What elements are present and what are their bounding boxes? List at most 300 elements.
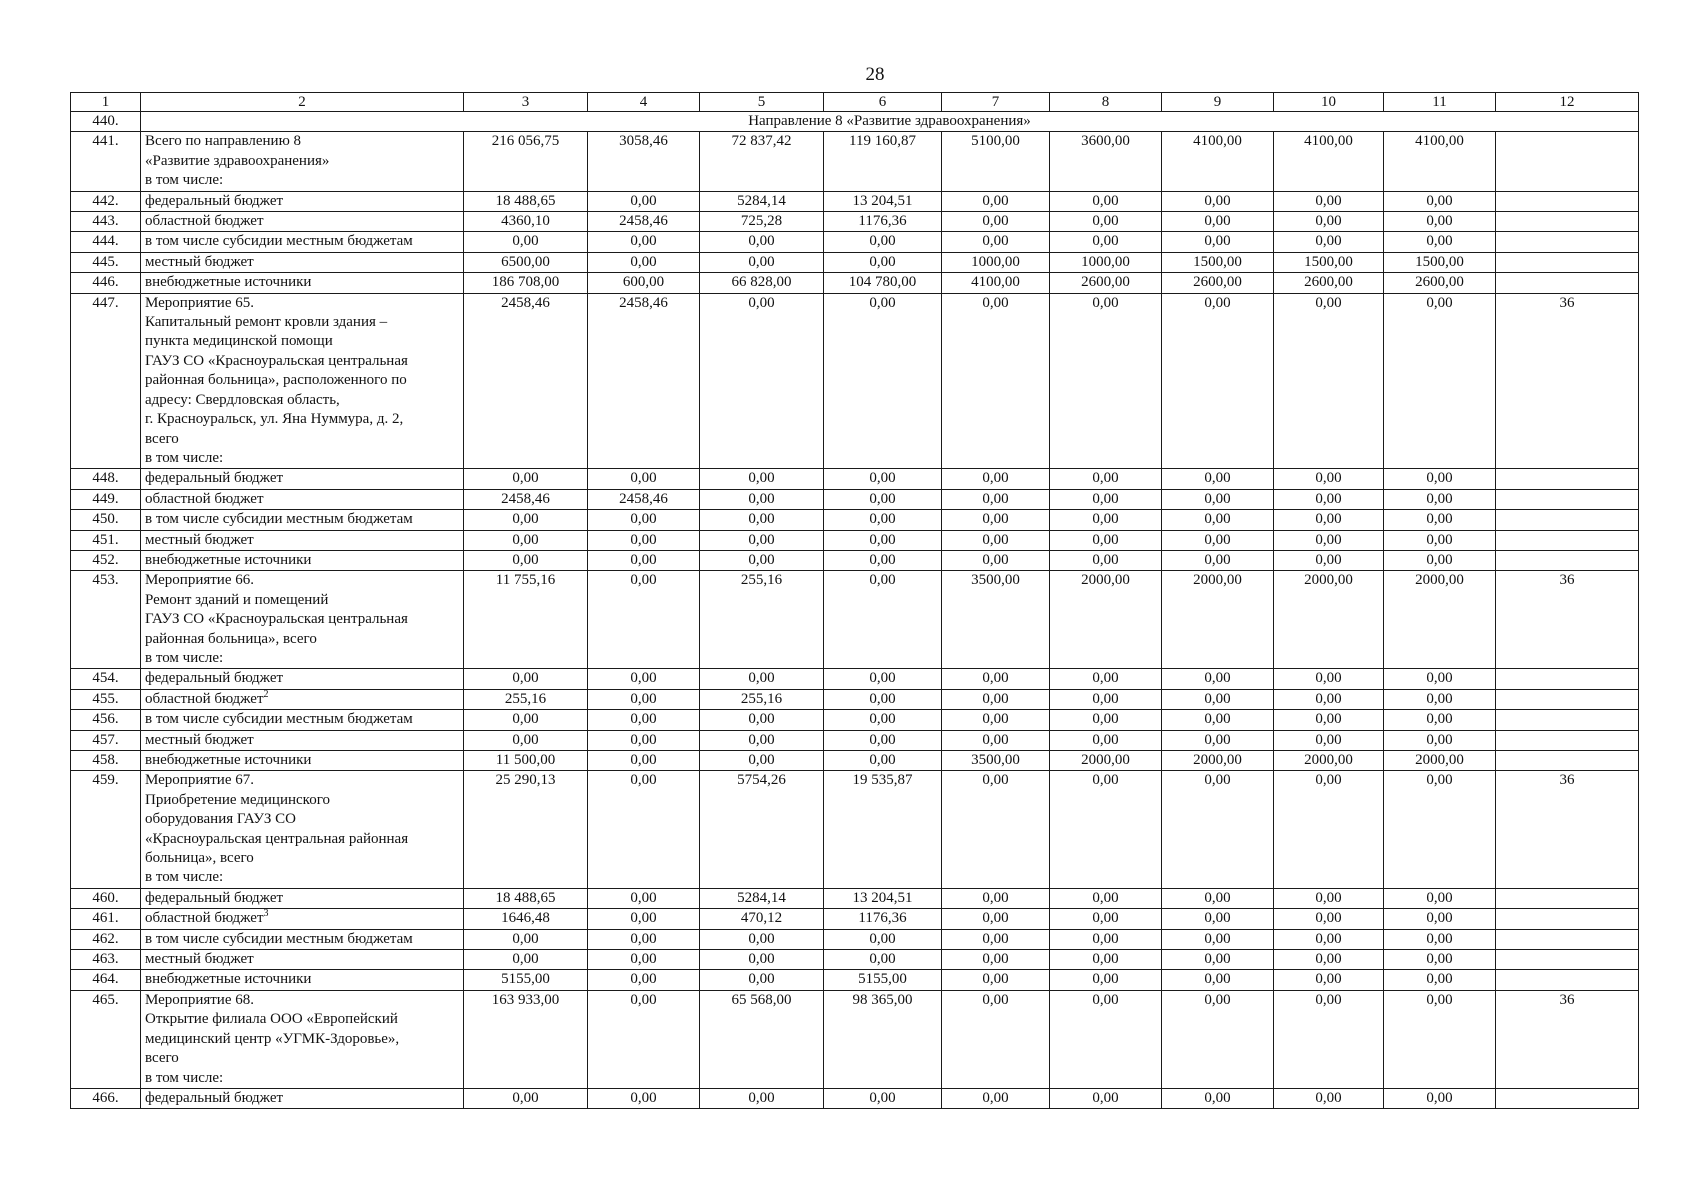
value-cell: 1646,48: [464, 909, 588, 929]
value-cell: 0,00: [1050, 689, 1162, 709]
value-cell: 0,00: [1162, 530, 1274, 550]
value-cell: 0,00: [588, 191, 700, 211]
table-row: [71, 730, 1639, 750]
value-cell: 0,00: [942, 689, 1050, 709]
value-cell: 0,00: [1050, 469, 1162, 489]
row-number: 457.: [71, 730, 141, 750]
value-cell: 0,00: [588, 1088, 700, 1108]
row-number: 450.: [71, 510, 141, 530]
column-header: 10: [1274, 93, 1384, 112]
row-name: внебюджетные источники: [145, 551, 312, 568]
value-cell: 0,00: [1162, 970, 1274, 990]
table-row: [71, 888, 1639, 908]
value-cell: 0,00: [1384, 232, 1496, 252]
value-cell: 0,00: [464, 530, 588, 550]
row-number: 456.: [71, 710, 141, 730]
value-cell: 0,00: [1274, 929, 1384, 949]
row-name: Всего по направлению 8 «Развитие здравоохранения» в том числе:: [145, 133, 330, 189]
value-cell: 1500,00: [1274, 252, 1384, 272]
value-cell: 0,00: [942, 990, 1050, 1088]
row-number: 461.: [71, 909, 141, 929]
row-number: 443.: [71, 212, 141, 232]
value-cell: 0,00: [824, 950, 942, 970]
value-cell: 0,00: [1050, 510, 1162, 530]
footnote-marker: 3: [263, 908, 269, 920]
row-name: внебюджетные источники: [145, 971, 312, 988]
value-cell: 0,00: [1050, 730, 1162, 750]
target-ref-cell: [1496, 132, 1639, 191]
value-cell: 0,00: [942, 212, 1050, 232]
value-cell: 13 204,51: [824, 191, 942, 211]
column-header: 1: [71, 93, 141, 112]
row-name-cell: [141, 469, 464, 489]
value-cell: 4100,00: [1384, 132, 1496, 191]
value-cell: 0,00: [700, 550, 824, 570]
row-name: в том числе субсидии местным бюджетам: [145, 511, 413, 528]
value-cell: 0,00: [1384, 1088, 1496, 1108]
value-cell: 0,00: [588, 888, 700, 908]
value-cell: 72 837,42: [700, 132, 824, 191]
value-cell: 2458,46: [464, 293, 588, 469]
value-cell: 0,00: [1384, 771, 1496, 888]
column-header: 7: [942, 93, 1050, 112]
value-cell: 0,00: [1274, 710, 1384, 730]
value-cell: 1000,00: [942, 252, 1050, 272]
value-cell: 0,00: [588, 950, 700, 970]
row-name: федеральный бюджет: [145, 889, 284, 906]
table-row: [71, 489, 1639, 509]
value-cell: 0,00: [588, 990, 700, 1088]
row-number: 465.: [71, 990, 141, 1088]
value-cell: 470,12: [700, 909, 824, 929]
section-row: [71, 112, 1639, 132]
table-row: [71, 929, 1639, 949]
value-cell: 3500,00: [942, 751, 1050, 771]
target-ref-cell: [1496, 530, 1639, 550]
target-ref-cell: [1496, 1088, 1639, 1108]
value-cell: 2600,00: [1384, 273, 1496, 293]
value-cell: 0,00: [942, 710, 1050, 730]
target-ref-cell: [1496, 950, 1639, 970]
table-row: [71, 252, 1639, 272]
value-cell: 0,00: [1274, 212, 1384, 232]
value-cell: 0,00: [464, 950, 588, 970]
value-cell: 0,00: [464, 710, 588, 730]
value-cell: 0,00: [464, 669, 588, 689]
value-cell: 0,00: [824, 469, 942, 489]
row-name-cell: [141, 751, 464, 771]
row-name: Мероприятие 65. Капитальный ремонт кровли здания – пункта медицинской помощи ГАУЗ СО «Красноуральская центральная районная больница», расположенного по адресу: Свердловская область, г. Красноуральск, ул. Яна Нуммура, д. 2, всего в том числе:: [145, 294, 408, 466]
row-name-cell: [141, 232, 464, 252]
table-row: [71, 689, 1639, 709]
value-cell: 0,00: [464, 510, 588, 530]
value-cell: 0,00: [824, 571, 942, 669]
table-row: [71, 950, 1639, 970]
value-cell: 0,00: [942, 929, 1050, 949]
table-row: [71, 1088, 1639, 1108]
value-cell: 0,00: [1274, 510, 1384, 530]
value-cell: 0,00: [588, 232, 700, 252]
value-cell: 0,00: [1274, 970, 1384, 990]
value-cell: 255,16: [700, 689, 824, 709]
column-header: 6: [824, 93, 942, 112]
value-cell: 19 535,87: [824, 771, 942, 888]
value-cell: 0,00: [1162, 293, 1274, 469]
value-cell: 0,00: [824, 669, 942, 689]
value-cell: 3600,00: [1050, 132, 1162, 191]
value-cell: 0,00: [700, 669, 824, 689]
row-name: областной бюджет: [145, 910, 264, 927]
value-cell: 11 500,00: [464, 751, 588, 771]
value-cell: 0,00: [700, 510, 824, 530]
budget-table: [70, 92, 1639, 1109]
row-name-cell: [141, 909, 464, 929]
row-number: 458.: [71, 751, 141, 771]
value-cell: 0,00: [1050, 1088, 1162, 1108]
row-name: федеральный бюджет: [145, 670, 284, 687]
target-ref-cell: [1496, 710, 1639, 730]
row-name-cell: [141, 929, 464, 949]
value-cell: 0,00: [1162, 510, 1274, 530]
target-ref-cell: [1496, 888, 1639, 908]
row-name-cell: [141, 132, 464, 191]
value-cell: 4100,00: [1162, 132, 1274, 191]
section-title: Направление 8 «Развитие здравоохранения»: [141, 112, 1639, 132]
target-ref-cell: [1496, 669, 1639, 689]
page-number: 28: [865, 64, 885, 85]
value-cell: 4100,00: [1274, 132, 1384, 191]
value-cell: 0,00: [1050, 550, 1162, 570]
value-cell: 0,00: [942, 530, 1050, 550]
row-name: в том числе субсидии местным бюджетам: [145, 233, 413, 250]
value-cell: 0,00: [1384, 689, 1496, 709]
row-number: 453.: [71, 571, 141, 669]
row-number: 442.: [71, 191, 141, 211]
value-cell: 0,00: [1050, 293, 1162, 469]
value-cell: 0,00: [942, 950, 1050, 970]
value-cell: 0,00: [942, 669, 1050, 689]
row-name-cell: [141, 293, 464, 469]
value-cell: 0,00: [1384, 550, 1496, 570]
value-cell: 0,00: [824, 293, 942, 469]
value-cell: 0,00: [1274, 1088, 1384, 1108]
row-name-cell: [141, 571, 464, 669]
value-cell: 0,00: [1384, 530, 1496, 550]
value-cell: 1500,00: [1384, 252, 1496, 272]
value-cell: 0,00: [1274, 293, 1384, 469]
value-cell: 0,00: [700, 293, 824, 469]
row-number: 466.: [71, 1088, 141, 1108]
value-cell: 0,00: [1384, 212, 1496, 232]
value-cell: 0,00: [1162, 1088, 1274, 1108]
row-number: 452.: [71, 550, 141, 570]
row-name: областной бюджет: [145, 490, 264, 507]
target-ref-cell: [1496, 909, 1639, 929]
target-ref-cell: [1496, 970, 1639, 990]
value-cell: 3500,00: [942, 571, 1050, 669]
value-cell: 2458,46: [464, 489, 588, 509]
value-cell: 725,28: [700, 212, 824, 232]
value-cell: 2600,00: [1050, 273, 1162, 293]
value-cell: 0,00: [1274, 689, 1384, 709]
value-cell: 0,00: [1384, 669, 1496, 689]
row-number: 449.: [71, 489, 141, 509]
value-cell: 0,00: [1274, 990, 1384, 1088]
target-ref-cell: [1496, 489, 1639, 509]
value-cell: 0,00: [464, 550, 588, 570]
value-cell: 0,00: [1384, 950, 1496, 970]
value-cell: 0,00: [824, 710, 942, 730]
value-cell: 0,00: [1274, 669, 1384, 689]
value-cell: 0,00: [588, 571, 700, 669]
row-name: федеральный бюджет: [145, 1089, 284, 1106]
value-cell: 0,00: [942, 232, 1050, 252]
table-row: [71, 710, 1639, 730]
value-cell: 0,00: [588, 252, 700, 272]
table-row: [71, 232, 1639, 252]
value-cell: 5284,14: [700, 191, 824, 211]
value-cell: 25 290,13: [464, 771, 588, 888]
value-cell: 0,00: [942, 1088, 1050, 1108]
row-name: в том числе субсидии местным бюджетам: [145, 930, 413, 947]
row-number: 441.: [71, 132, 141, 191]
target-ref-cell: [1496, 730, 1639, 750]
value-cell: 0,00: [588, 530, 700, 550]
value-cell: 0,00: [1274, 191, 1384, 211]
target-ref-cell: 36: [1496, 990, 1639, 1088]
value-cell: 0,00: [1050, 191, 1162, 211]
value-cell: 0,00: [942, 510, 1050, 530]
value-cell: 0,00: [464, 929, 588, 949]
value-cell: 0,00: [1384, 888, 1496, 908]
value-cell: 0,00: [1384, 191, 1496, 211]
value-cell: 0,00: [1162, 489, 1274, 509]
column-number-row: [71, 93, 1639, 112]
value-cell: 0,00: [588, 710, 700, 730]
row-name: федеральный бюджет: [145, 470, 284, 487]
row-name-cell: [141, 990, 464, 1088]
value-cell: 0,00: [700, 950, 824, 970]
value-cell: 119 160,87: [824, 132, 942, 191]
value-cell: 0,00: [1050, 909, 1162, 929]
row-name-cell: [141, 1088, 464, 1108]
row-number: 454.: [71, 669, 141, 689]
row-name-cell: [141, 888, 464, 908]
row-number: 462.: [71, 929, 141, 949]
value-cell: 0,00: [700, 530, 824, 550]
value-cell: 0,00: [1384, 293, 1496, 469]
value-cell: 0,00: [1274, 888, 1384, 908]
table-row: [71, 771, 1639, 888]
value-cell: 65 568,00: [700, 990, 824, 1088]
row-name: внебюджетные источники: [145, 274, 312, 291]
row-name: федеральный бюджет: [145, 192, 284, 209]
value-cell: 0,00: [588, 550, 700, 570]
value-cell: 0,00: [824, 751, 942, 771]
value-cell: 163 933,00: [464, 990, 588, 1088]
value-cell: 0,00: [1384, 990, 1496, 1088]
value-cell: 2458,46: [588, 489, 700, 509]
column-header: 11: [1384, 93, 1496, 112]
value-cell: 3058,46: [588, 132, 700, 191]
value-cell: 2000,00: [1274, 751, 1384, 771]
table-row: [71, 571, 1639, 669]
column-header: 8: [1050, 93, 1162, 112]
value-cell: 255,16: [700, 571, 824, 669]
budget-table-sheet: [70, 92, 1639, 1109]
footnote-marker: 2: [263, 689, 269, 700]
value-cell: 0,00: [700, 232, 824, 252]
target-ref-cell: [1496, 469, 1639, 489]
value-cell: 1500,00: [1162, 252, 1274, 272]
table-row: [71, 273, 1639, 293]
value-cell: 6500,00: [464, 252, 588, 272]
value-cell: 0,00: [588, 751, 700, 771]
row-number: 451.: [71, 530, 141, 550]
target-ref-cell: [1496, 510, 1639, 530]
value-cell: 2000,00: [1162, 751, 1274, 771]
target-ref-cell: 36: [1496, 293, 1639, 469]
table-row: [71, 970, 1639, 990]
table-row: [71, 191, 1639, 211]
value-cell: 98 365,00: [824, 990, 942, 1088]
row-name-cell: [141, 710, 464, 730]
value-cell: 2000,00: [1050, 571, 1162, 669]
value-cell: 1000,00: [1050, 252, 1162, 272]
value-cell: 0,00: [1050, 990, 1162, 1088]
value-cell: 0,00: [588, 689, 700, 709]
value-cell: 0,00: [1384, 909, 1496, 929]
row-number: 445.: [71, 252, 141, 272]
value-cell: 104 780,00: [824, 273, 942, 293]
value-cell: 0,00: [1050, 888, 1162, 908]
value-cell: 0,00: [942, 771, 1050, 888]
value-cell: 0,00: [824, 1088, 942, 1108]
row-name-cell: [141, 212, 464, 232]
value-cell: 0,00: [700, 1088, 824, 1108]
value-cell: 0,00: [700, 489, 824, 509]
row-number: 444.: [71, 232, 141, 252]
value-cell: 0,00: [1274, 730, 1384, 750]
value-cell: 0,00: [942, 469, 1050, 489]
value-cell: 0,00: [1162, 550, 1274, 570]
value-cell: 5100,00: [942, 132, 1050, 191]
row-name: внебюджетные источники: [145, 752, 312, 768]
table-row: [71, 530, 1639, 550]
column-header: 4: [588, 93, 700, 112]
target-ref-cell: [1496, 751, 1639, 771]
table-row: [71, 550, 1639, 570]
value-cell: 0,00: [1050, 530, 1162, 550]
row-name-cell: [141, 191, 464, 211]
value-cell: 0,00: [464, 730, 588, 750]
value-cell: 0,00: [1274, 232, 1384, 252]
value-cell: 0,00: [1050, 232, 1162, 252]
row-number: 448.: [71, 469, 141, 489]
row-name-cell: [141, 273, 464, 293]
value-cell: 5155,00: [464, 970, 588, 990]
value-cell: 0,00: [588, 510, 700, 530]
row-name-cell: [141, 489, 464, 509]
row-number: 463.: [71, 950, 141, 970]
column-header: 2: [141, 93, 464, 112]
value-cell: 1176,36: [824, 212, 942, 232]
value-cell: 0,00: [1050, 950, 1162, 970]
target-ref-cell: [1496, 191, 1639, 211]
table-row: [71, 132, 1639, 191]
target-ref-cell: [1496, 550, 1639, 570]
value-cell: 2000,00: [1274, 571, 1384, 669]
value-cell: 18 488,65: [464, 888, 588, 908]
value-cell: 0,00: [588, 929, 700, 949]
target-ref-cell: [1496, 252, 1639, 272]
row-name-cell: [141, 530, 464, 550]
value-cell: 2458,46: [588, 212, 700, 232]
target-ref-cell: [1496, 689, 1639, 709]
value-cell: 0,00: [1162, 929, 1274, 949]
table-row: [71, 212, 1639, 232]
value-cell: 0,00: [824, 550, 942, 570]
row-name-cell: [141, 730, 464, 750]
target-ref-cell: [1496, 232, 1639, 252]
row-name: Мероприятие 68. Открытие филиала ООО «Европейский медицинский центр «УГМК-Здоровье», всего в том числе:: [145, 991, 400, 1086]
value-cell: 0,00: [1162, 710, 1274, 730]
value-cell: 4100,00: [942, 273, 1050, 293]
row-number: 459.: [71, 771, 141, 888]
row-number: 446.: [71, 273, 141, 293]
target-ref-cell: [1496, 212, 1639, 232]
row-name: в том числе субсидии местным бюджетам: [145, 711, 413, 728]
value-cell: 0,00: [942, 550, 1050, 570]
value-cell: 0,00: [1050, 710, 1162, 730]
table-row: [71, 909, 1639, 929]
value-cell: 0,00: [700, 751, 824, 771]
row-name-cell: [141, 252, 464, 272]
value-cell: 0,00: [1274, 469, 1384, 489]
value-cell: 0,00: [1050, 669, 1162, 689]
value-cell: 2600,00: [1162, 273, 1274, 293]
table-row: [71, 510, 1639, 530]
value-cell: 2458,46: [588, 293, 700, 469]
row-number: 455.: [71, 689, 141, 709]
value-cell: 0,00: [1162, 771, 1274, 888]
value-cell: 0,00: [588, 469, 700, 489]
row-name: областной бюджет: [145, 690, 264, 707]
table-row: [71, 469, 1639, 489]
column-header: 5: [700, 93, 824, 112]
value-cell: 0,00: [1274, 950, 1384, 970]
value-cell: 0,00: [700, 710, 824, 730]
value-cell: 0,00: [464, 1088, 588, 1108]
value-cell: 0,00: [700, 252, 824, 272]
value-cell: 0,00: [1384, 510, 1496, 530]
value-cell: 0,00: [700, 730, 824, 750]
value-cell: 0,00: [1162, 469, 1274, 489]
table-row: [71, 990, 1639, 1088]
value-cell: 0,00: [824, 510, 942, 530]
value-cell: 216 056,75: [464, 132, 588, 191]
value-cell: 0,00: [1162, 689, 1274, 709]
row-name: местный бюджет: [145, 531, 254, 548]
row-name: местный бюджет: [145, 731, 254, 748]
column-header: 9: [1162, 93, 1274, 112]
table-body: [71, 93, 1639, 1109]
value-cell: 66 828,00: [700, 273, 824, 293]
value-cell: 0,00: [1050, 771, 1162, 888]
value-cell: 0,00: [942, 730, 1050, 750]
table-row: [71, 751, 1639, 771]
value-cell: 2000,00: [1050, 751, 1162, 771]
